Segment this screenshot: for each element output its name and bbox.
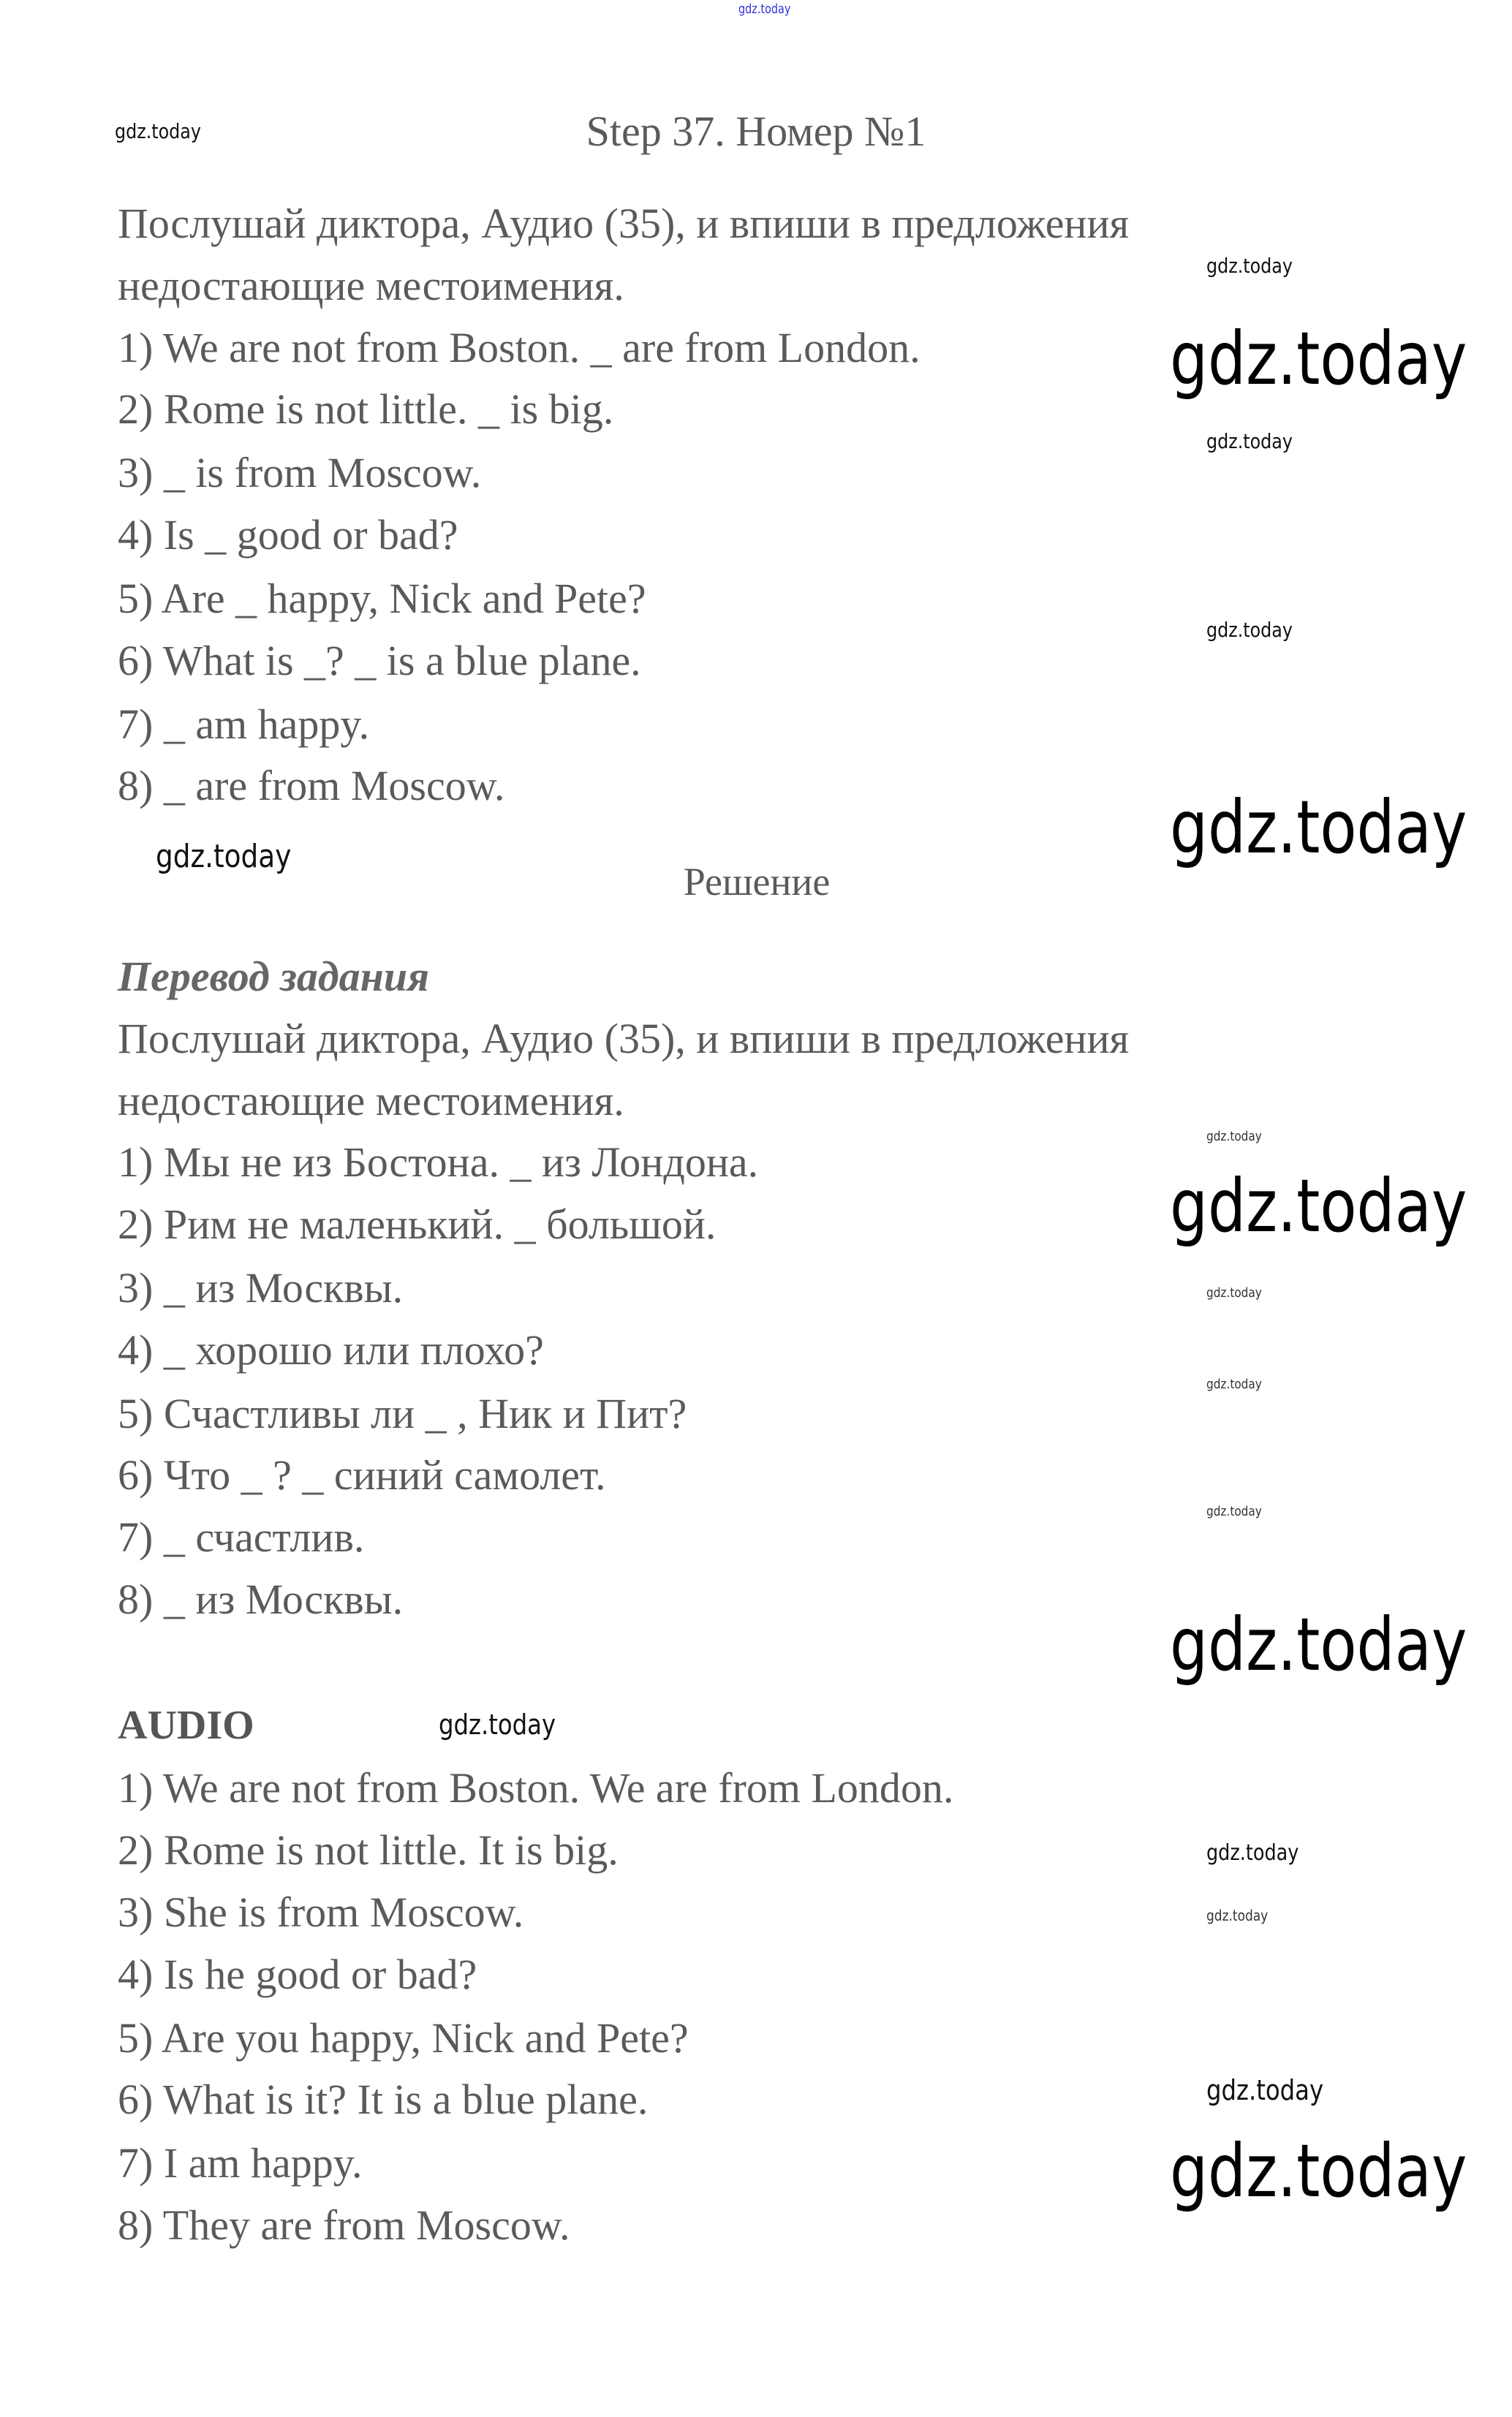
translation-item: 5) Счастливы ли _ , Ник и Пит? bbox=[118, 1390, 687, 1437]
watermark: gdz.today bbox=[1206, 1907, 1269, 1924]
task-item: 2) Rome is not little. _ is big. bbox=[118, 385, 614, 433]
translation-item: 2) Рим не маленький. _ большой. bbox=[118, 1200, 717, 1248]
watermark: gdz.today bbox=[156, 838, 292, 875]
watermark: gdz.today bbox=[439, 1709, 556, 1741]
watermark: gdz.today bbox=[1206, 1377, 1262, 1392]
audio-item: 7) I am happy. bbox=[118, 2139, 363, 2187]
watermark: gdz.today bbox=[1206, 1504, 1262, 1519]
translation-item: 3) _ из Москвы. bbox=[118, 1264, 404, 1312]
task-item: 7) _ am happy. bbox=[118, 700, 370, 748]
task-item: 5) Are _ happy, Nick and Pete? bbox=[118, 575, 646, 622]
audio-item: 1) We are not from Boston. We are from London. bbox=[118, 1764, 954, 1812]
watermark-large: gdz.today bbox=[1170, 316, 1467, 401]
watermark: gdz.today bbox=[738, 1, 791, 17]
task-item: 4) Is _ good or bad? bbox=[118, 511, 458, 559]
task-instruction: Послушай диктора, Аудио (35), и впиши в предложения bbox=[118, 200, 1130, 247]
watermark-large: gdz.today bbox=[1170, 784, 1467, 870]
translation-item: 1) Мы не из Бостона. _ из Лондона. bbox=[118, 1138, 759, 1186]
audio-item: 4) Is he good or bad? bbox=[118, 1951, 477, 1998]
translation-item: 7) _ счастлив. bbox=[118, 1513, 365, 1561]
translation-item: 8) _ из Москвы. bbox=[118, 1576, 404, 1623]
task-item: 6) What is _? _ is a blue plane. bbox=[118, 637, 641, 684]
translation-instruction: недостающие местоимения. bbox=[118, 1077, 624, 1124]
solution-label: Решение bbox=[683, 860, 831, 904]
task-instruction: недостающие местоимения. bbox=[118, 262, 624, 309]
translation-item: 4) _ хорошо или плохо? bbox=[118, 1326, 544, 1374]
watermark-large: gdz.today bbox=[1170, 1163, 1467, 1249]
watermark: gdz.today bbox=[1206, 429, 1293, 453]
translation-item: 6) Что _ ? _ синий самолет. bbox=[118, 1451, 606, 1499]
watermark: gdz.today bbox=[1206, 1129, 1262, 1144]
audio-item: 6) What is it? It is a blue plane. bbox=[118, 2076, 649, 2123]
audio-heading: AUDIO bbox=[118, 1703, 254, 1748]
audio-item: 2) Rome is not little. It is big. bbox=[118, 1826, 619, 1874]
audio-item: 8) They are from Moscow. bbox=[118, 2201, 570, 2249]
watermark-large: gdz.today bbox=[1170, 1602, 1467, 1687]
watermark: gdz.today bbox=[115, 119, 201, 143]
watermark: gdz.today bbox=[1206, 1840, 1299, 1866]
watermark-large: gdz.today bbox=[1170, 2128, 1467, 2214]
watermark: gdz.today bbox=[1206, 1285, 1262, 1301]
page-title: Step 37. Номер №1 bbox=[586, 107, 926, 155]
task-item: 3) _ is from Moscow. bbox=[118, 449, 482, 496]
task-item: 8) _ are from Moscow. bbox=[118, 762, 505, 809]
watermark: gdz.today bbox=[1206, 254, 1293, 278]
watermark: gdz.today bbox=[1206, 2074, 1324, 2106]
audio-item: 5) Are you happy, Nick and Pete? bbox=[118, 2014, 689, 2062]
watermark: gdz.today bbox=[1206, 618, 1293, 642]
task-item: 1) We are not from Boston. _ are from London. bbox=[118, 324, 921, 371]
translation-instruction: Послушай диктора, Аудио (35), и впиши в предложения bbox=[118, 1015, 1130, 1062]
translation-heading: Перевод задания bbox=[118, 953, 429, 1000]
audio-item: 3) She is from Moscow. bbox=[118, 1888, 524, 1936]
